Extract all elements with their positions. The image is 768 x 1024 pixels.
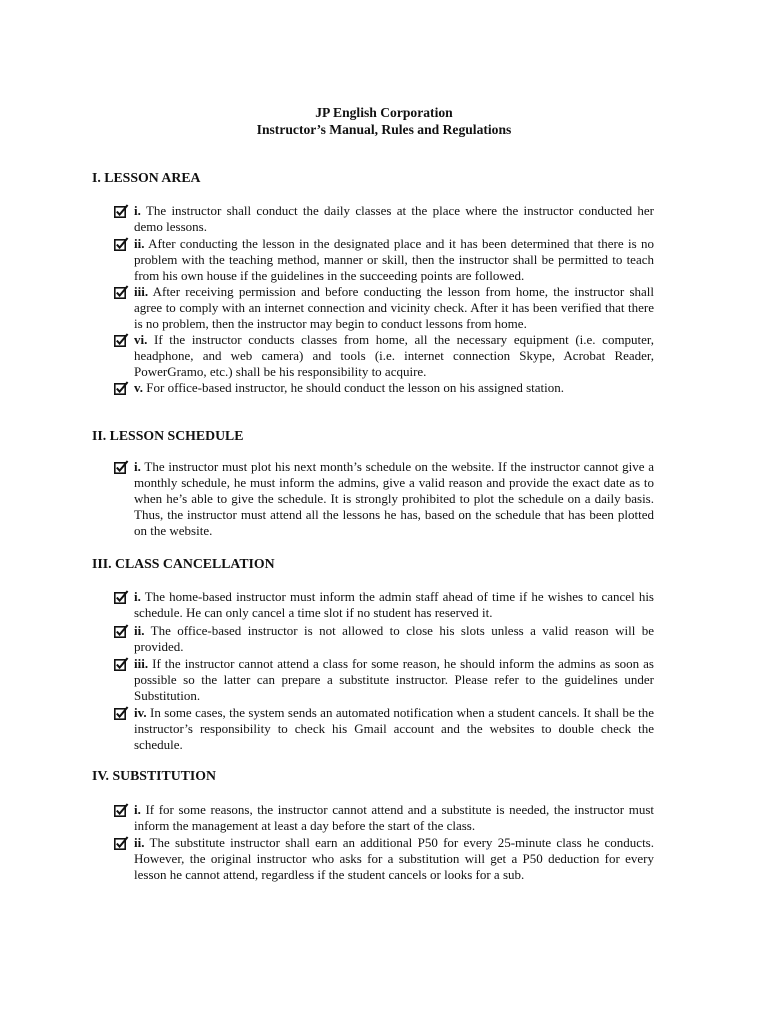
list-item: iii. After receiving permission and before conducting the lesson from home, the instructor shall agree to comply with an internet connection and vicinity check. After it has been verified that there is no problem, then the instructor may begin to conduct lessons from home.: [114, 284, 654, 332]
list-item: vi. If the instructor conducts classes from home, all the necessary equipment (i.e. computer, headphone, and web camera) and tools (i.e. internet connection Skype, Acrobat Reader, PowerGramo, etc.) shall be his responsibility to acquire.: [114, 332, 654, 380]
checkbox-icon: [114, 657, 129, 671]
checkbox-icon: [114, 204, 129, 218]
checkbox-icon: [114, 381, 129, 395]
list-item: i. If for some reasons, the instructor cannot attend and a substitute is needed, the instructor must inform the management at least a day before the start of the class.: [114, 802, 654, 834]
checkbox-icon: [114, 285, 129, 299]
checkbox-icon: [114, 706, 129, 720]
section-heading-lesson-area: I. LESSON AREA: [92, 170, 201, 185]
list-item: i. The instructor must plot his next month’s schedule on the website. If the instructor cannot give a monthly schedule, he must inform the admins, give a valid reason and provide the exact date as to when he’s able to give the schedule. It is strongly prohibited to plot the schedule on a daily basis. Thus, the instructor must attend all the lessons he has, based on the schedule that has been plotted on the website.: [114, 459, 654, 539]
list-item: ii. After conducting the lesson in the designated place and it has been determined that there is no problem with the teaching method, manner or skill, then the instructor shall be permitted to teach from his own house if the guidelines in the succeeding points are followed.: [114, 236, 654, 284]
document-title: [0, 104, 768, 138]
manual-title: Instructor’s Manual, Rules and Regulations: [256, 122, 512, 137]
company-name: JP English Corporation: [315, 105, 453, 120]
checkbox-icon: [114, 836, 129, 850]
checkbox-icon: [114, 590, 129, 604]
checkbox-icon: [114, 624, 129, 638]
checkbox-icon: [114, 333, 129, 347]
list-item: ii. The substitute instructor shall earn an additional P50 for every 25-minute class he conducts. However, the original instructor who asks for a substitution will get a P50 deduction for every lesson he cannot attend, regardless if the student cancels or looks for a sub.: [114, 835, 654, 883]
checkbox-icon: [114, 460, 129, 474]
checkbox-icon: [114, 237, 129, 251]
checkbox-icon: [114, 803, 129, 817]
list-item: i. The instructor shall conduct the daily classes at the place where the instructor conducted her demo lessons.: [114, 203, 654, 235]
section-heading-lesson-schedule: II. LESSON SCHEDULE: [92, 428, 244, 443]
list-item: iv. In some cases, the system sends an automated notification when a student cancels. It shall be the instructor’s responsibility to check his Gmail account and the websites to double check the schedule.: [114, 705, 654, 753]
list-item: i. The home-based instructor must inform the admin staff ahead of time if he wishes to cancel his schedule. He can only cancel a time slot if no student has reserved it.: [114, 589, 654, 621]
section-heading-class-cancellation: III. CLASS CANCELLATION: [92, 556, 275, 571]
list-item: ii. The office-based instructor is not allowed to close his slots unless a valid reason will be provided.: [114, 623, 654, 655]
list-item: v. For office-based instructor, he should conduct the lesson on his assigned station.: [114, 380, 654, 396]
section-heading-substitution: IV. SUBSTITUTION: [92, 768, 216, 783]
list-item: iii. If the instructor cannot attend a class for some reason, he should inform the admins as soon as possible so the latter can prepare a substitute instructor. Please refer to the guidelines under Substitution.: [114, 656, 654, 704]
